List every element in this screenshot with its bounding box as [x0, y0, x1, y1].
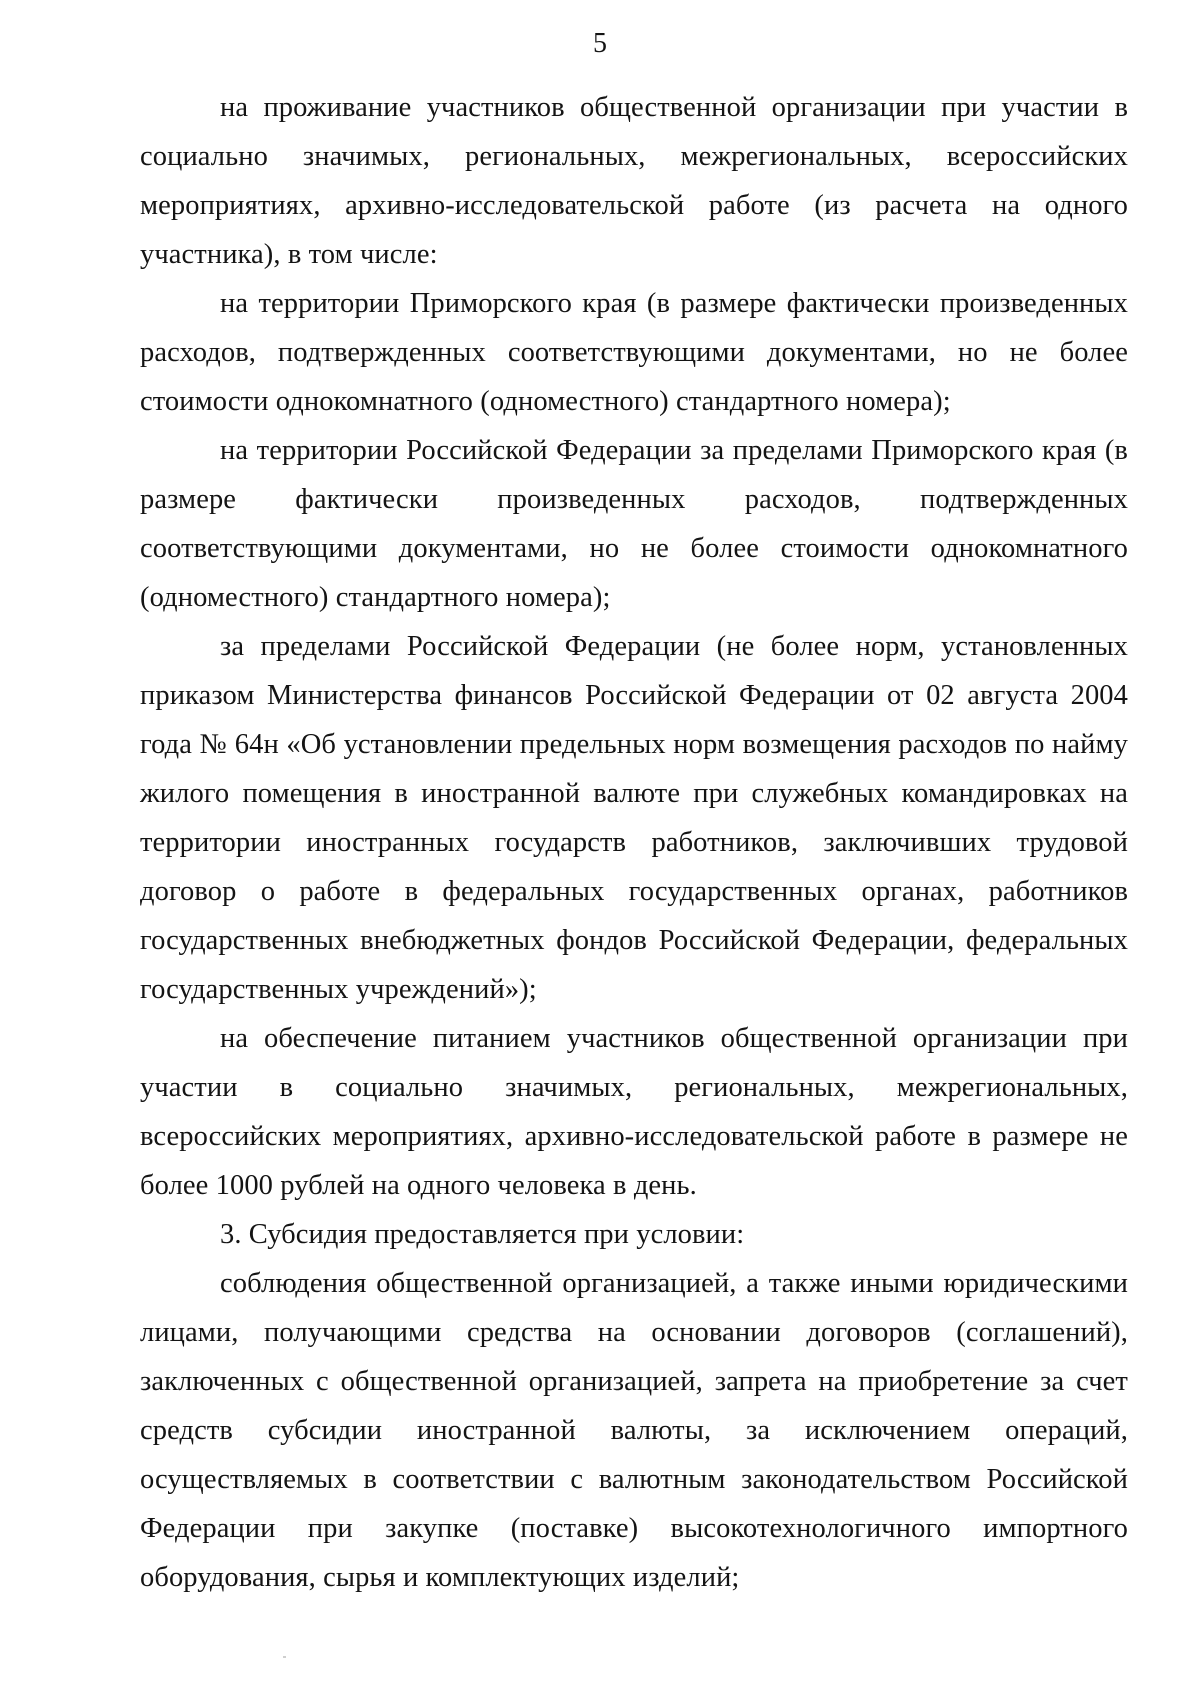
- scan-artifact: [283, 1656, 286, 1658]
- paragraph-subsidy-condition-heading: 3. Субсидия предоставляется при условии:: [220, 1219, 745, 1250]
- paragraph-russian-federation-territory: на территории Российской Федерации за пределами Приморского края (в размере фактически произведенных расходов, подтвержденных соответствующими документами, но не более стоимости однокомнатного (одноместного) стандартного номера);: [140, 435, 1128, 613]
- paragraph-accommodation: на проживание участников общественной организации при участии в социально значимых, региональных, межрегиональных, всероссийских мероприятиях, архивно-исследовательской работе (из расчета на одного участника), в том числе:: [140, 92, 1128, 270]
- paragraph-meals: на обеспечение питанием участников общественной организации при участии в социально значимых, региональных, межрегиональных, всероссийских мероприятиях, архивно-исследовательской работе в размере не более 1000 рублей на одного человека в день.: [140, 1023, 1128, 1201]
- document-body: [140, 83, 1128, 1602]
- page-number: 5: [593, 28, 607, 59]
- paragraph-primorsky-territory: на территории Приморского края (в размере фактически произведенных расходов, подтвержденных соответствующими документами, но не более стоимости однокомнатного (одноместного) стандартного номера);: [140, 288, 1128, 417]
- paragraph-currency-restriction: соблюдения общественной организацией, а также иными юридическими лицами, получающими средства на основании договоров (соглашений), заключенных с общественной организацией, запрета на приобретение за счет средств субсидии иностранной валюты, за исключением операций, осуществляемых в соответствии с валютным законодательством Российской Федерации при закупке (поставке) высокотехнологичного импортного оборудования, сырья и комплектующих изделий;: [140, 1268, 1128, 1593]
- paragraph-abroad: за пределами Российской Федерации (не более норм, установленных приказом Министерства финансов Российской Федерации от 02 августа 2004 года № 64н «Об установлении предельных норм возмещения расходов по найму жилого помещения в иностранной валюте при служебных командировках на территории иностранных государств работников, заключивших трудовой договор о работе в федеральных государственных органах, работников государственных внебюджетных фондов Российской Федерации, федеральных государственных учреждений»);: [140, 631, 1128, 1005]
